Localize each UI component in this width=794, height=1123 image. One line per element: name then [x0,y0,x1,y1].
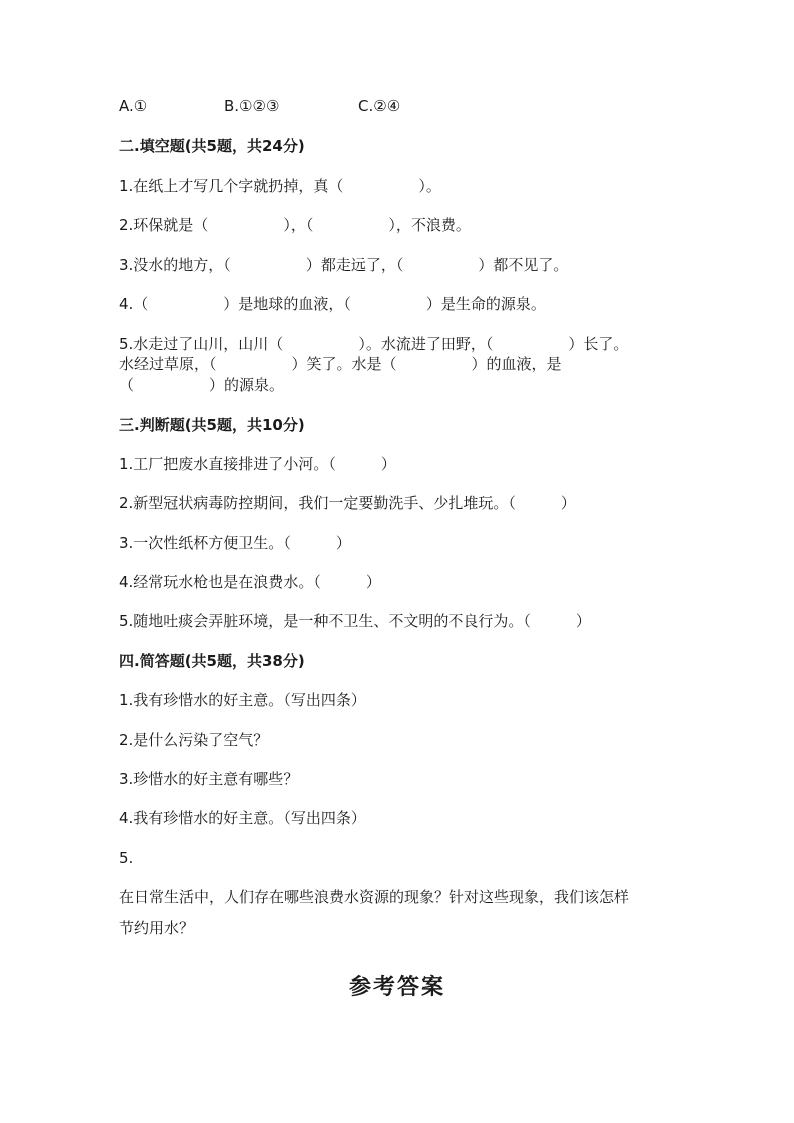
question-item: 3.一次性纸杯方便卫生。（ ） [119,534,351,552]
question-item: 3.珍惜水的好主意有哪些？ [119,770,299,788]
section-heading: 二.填空题(共5题，共24分) [119,137,305,155]
section-heading: 三.判断题(共5题，共10分) [119,416,305,434]
option-a: A.① [119,97,148,115]
question-item: 2.是什么污染了空气？ [119,731,269,749]
question-item: 2.环保就是（ ），（ ），不浪费。 [119,216,471,234]
option-c: C.②④ [358,97,401,115]
option-b: B.①②③ [224,97,280,115]
question-item: 4.（ ）是地球的血液，（ ）是生命的源泉。 [119,295,546,313]
section-heading: 四.简答题(共5题，共38分) [119,652,305,670]
question-item: 4.我有珍惜水的好主意。（写出四条） [119,809,366,827]
question-item-continued: 节约用水？ [119,919,195,937]
question-item: 1.我有珍惜水的好主意。（写出四条） [119,691,366,709]
question-item: 5.水走过了山川，山川（ ）。水流进了田野，（ ）长了。 [119,335,629,353]
question-item: 3.没水的地方，（ ）都走远了，（ ）都不见了。 [119,256,569,274]
question-item-continued: （ ）的源泉。 [119,376,285,394]
question-item-continued: 水经过草原，（ ）笑了。水是（ ）的血液，是 [119,355,562,373]
question-item: 1.在纸上才写几个字就扔掉，真（ ）。 [119,177,441,195]
question-item: 2.新型冠状病毒防控期间，我们一定要勤洗手、少扎堆玩。（ ） [119,494,576,512]
question-item: 在日常生活中，人们存在哪些浪费水资源的现象？针对这些现象，我们该怎样 [119,888,630,906]
answer-key-title: 参考答案 [348,974,445,1000]
question-item: 5.随地吐痰会弄脏环境，是一种不卫生、不文明的不良行为。（ ） [119,612,591,630]
question-item: 4.经常玩水枪也是在浪费水。（ ） [119,573,381,591]
question-item: 1.工厂把废水直接排进了小河。（ ） [119,455,396,473]
question-number: 5. [119,849,134,867]
